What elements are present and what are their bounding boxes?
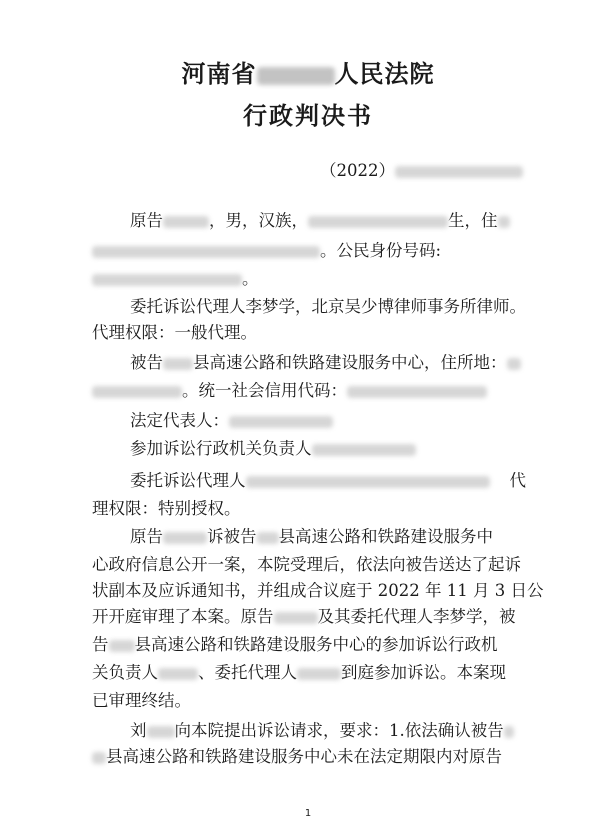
official-label: 参加诉讼行政机关负责人: [130, 439, 312, 458]
agent-2-line-1: [130, 470, 526, 492]
defendant-line-2: [92, 380, 487, 402]
agent-1-scope: 代理权限：一般代理。: [92, 323, 257, 342]
redacted-plaintiff-name: [163, 216, 209, 228]
legal-rep-label: 法定代表人：: [130, 411, 229, 430]
body-p1-line-4: [92, 606, 516, 628]
body-p1-line-7: 已审理终结。: [92, 691, 191, 710]
redacted-address: [92, 246, 320, 258]
redacted-agent-2: [246, 476, 490, 488]
body-p1-line-3: 状副本及应诉通知书，并组成合议庭于 2022 年 11 月 3 日公: [92, 581, 544, 600]
defendant-label: 被告: [130, 353, 163, 372]
text: 刘: [130, 721, 147, 740]
body-p2-line-2: [92, 746, 502, 768]
body-p2-line-1: [130, 720, 514, 742]
case-number: [320, 160, 523, 182]
case-number-year: （2022）: [320, 161, 395, 180]
plaintiff-label: 原告: [130, 211, 163, 230]
legal-rep: [130, 410, 333, 432]
redacted-county: [257, 532, 279, 544]
text: 诉被告: [207, 527, 257, 546]
plaintiff-residence-label: 生，住: [448, 211, 498, 230]
page-number: 1: [304, 808, 312, 819]
official: [130, 438, 416, 460]
text: 县高速公路和铁路建设服务中心未在法定期限内对原告: [106, 747, 502, 766]
agent-1: 委托诉讼代理人李梦学，北京吴少博律师事务所律师。: [130, 297, 526, 316]
document-type: 行政判决书: [243, 101, 373, 130]
court-name: [0, 54, 616, 89]
redacted-county: [92, 752, 106, 764]
text: 县高速公路和铁路建设服务中: [278, 527, 493, 546]
plaintiff-line-end: 。: [242, 269, 259, 288]
redacted-address: [92, 386, 182, 398]
redacted-county: [504, 726, 514, 738]
redacted-address-start: [498, 216, 510, 228]
plaintiff-line-2: [92, 240, 441, 262]
redacted-county: [257, 67, 335, 85]
redacted-county: [109, 640, 135, 652]
defendant-line-1: [130, 352, 521, 374]
body-p1-line-5: [92, 634, 498, 656]
redacted-official: [312, 444, 416, 456]
body-p1-line-1: [130, 526, 493, 548]
redacted-official: [158, 668, 198, 680]
text: 原告: [130, 527, 163, 546]
text: 及其委托代理人李梦学，被: [317, 607, 516, 626]
text: 、委托代理人: [198, 663, 297, 682]
redacted-address-start: [507, 358, 521, 370]
defendant-name-address: 县高速公路和铁路建设服务中心，住所地：: [193, 353, 507, 372]
redacted-id-number: [92, 274, 242, 286]
text: 到庭参加诉讼。本案现: [341, 663, 506, 682]
agent-2-line-end: 代: [509, 471, 526, 490]
text: 告: [92, 635, 109, 654]
redacted-agent-2: [297, 668, 341, 680]
plaintiff-id-label: 。公民身份号码:: [320, 241, 442, 260]
redacted-legal-rep: [229, 416, 333, 428]
body-p1-line-2: 心政府信息公开一案，本院受理后，依法向被告送达了起诉: [92, 555, 521, 574]
credit-code-label: 。统一社会信用代码：: [182, 381, 347, 400]
text: 关负责人: [92, 663, 158, 682]
text: 向本院提出诉讼请求，要求：1.依法确认被告: [174, 721, 504, 740]
body-p1-line-6: [92, 662, 506, 684]
text: 开开庭审理了本案。原告: [92, 607, 274, 626]
redacted-plaintiff-name: [163, 532, 207, 544]
agent-2-scope: 理权限：特别授权。: [92, 499, 241, 518]
plaintiff-gender-ethnicity: ，男，汉族，: [209, 211, 308, 230]
redacted-case-number: [395, 166, 523, 178]
agent-2-label: 委托诉讼代理人: [130, 471, 246, 490]
court-prefix: 河南省: [181, 59, 257, 88]
plaintiff-line-1: [130, 210, 510, 232]
plaintiff-line-3: [92, 268, 259, 290]
text: 县高速公路和铁路建设服务中心的参加诉讼行政机: [134, 635, 498, 654]
court-suffix: 人民法院: [334, 59, 435, 88]
redacted-plaintiff-name: [147, 726, 175, 738]
redacted-county: [163, 358, 193, 370]
redacted-plaintiff-name: [274, 612, 318, 624]
redacted-credit-code: [347, 386, 487, 398]
redacted-birthdate: [308, 216, 448, 228]
